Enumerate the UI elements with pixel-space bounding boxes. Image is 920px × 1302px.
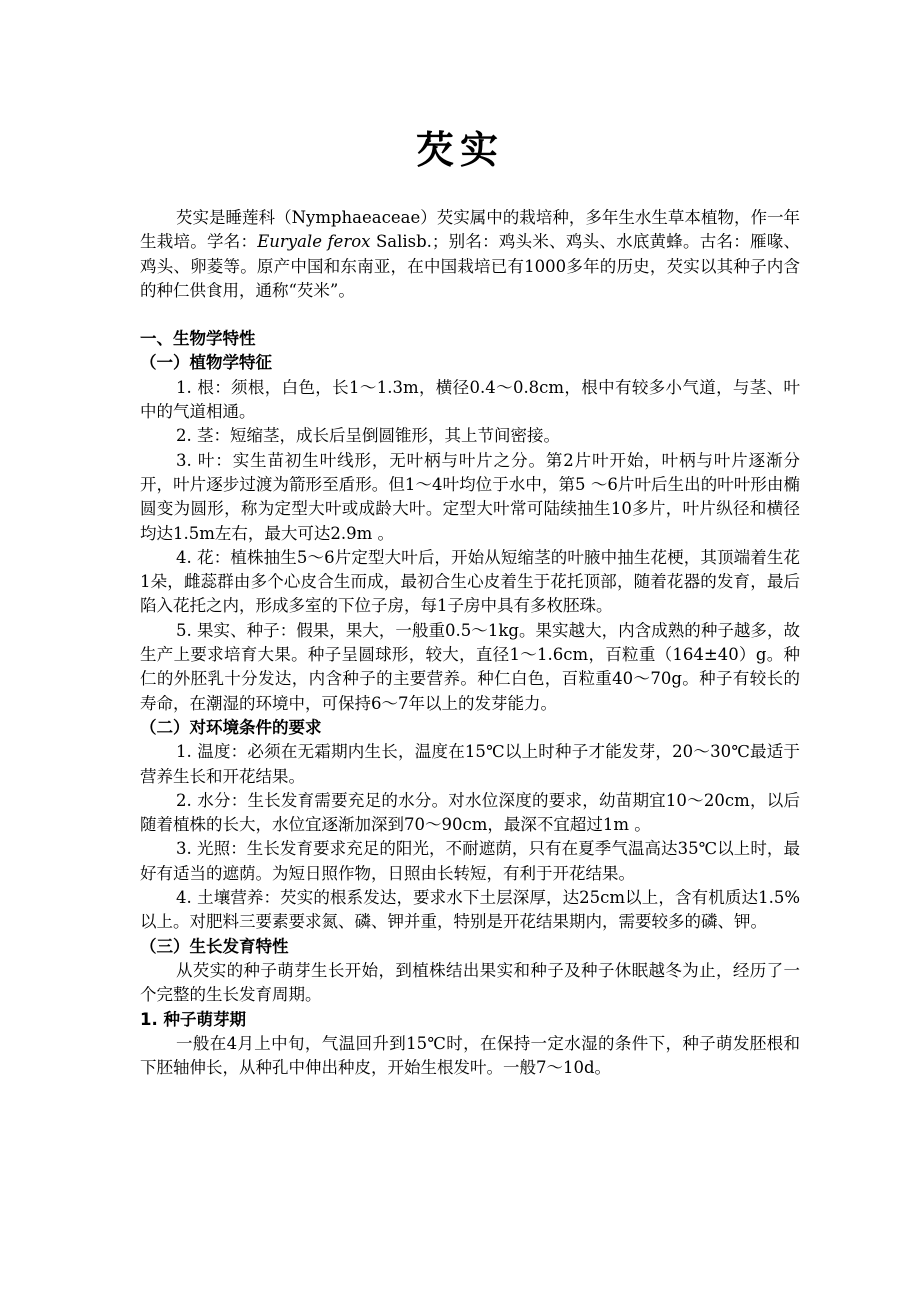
scientific-name: Euryale ferox [257,232,371,252]
subsection-heading-botany: （一）植物学特征 [140,353,272,373]
list-item-leaf: 3. 叶：实生苗初生叶线形，无叶柄与叶片之分。第2片叶开始，叶柄与叶片逐渐分开，叶片逐步过渡为箭形至盾形。但1～4叶均位于水中，第5 ～6片叶后生出的叶叶形由椭圆变为圆形，称为定型大叶或成龄大叶。定型大叶常可陆续抽生10多片，叶片纵径和横径均达1.5m左右，最大可达2.9m 。 [140,450,800,543]
intro-text-2: Salisb.；别名：鸡头米、鸡头、水底黄蜂。古名：雁喙、鸡头、卵菱等。原产中国和东南亚，在中国栽培已有1000多年的历史，芡实以其种子内含的种仁供食用，通称“芡米”。 [140,232,800,300]
list-item-water: 2. 水分：生长发育需要充足的水分。对水位深度的要求，幼苗期宜10～20cm，以后随着植株的长大，水位宜逐渐加深到70～90cm，最深不宜超过1m 。 [140,790,800,835]
document-body [140,206,800,1080]
document-title: 芡实 [415,128,504,172]
list-item-root: 1. 根：须根，白色，长1～1.3m，横径0.4～0.8cm，根中有较多小气道，与茎、叶中的气道相通。 [140,377,800,422]
subsection-heading-growth: （三）生长发育特性 [140,936,289,956]
section-heading-biology: 一、生物学特性 [140,329,256,349]
list-item-temperature: 1. 温度：必须在无霜期内生长，温度在15℃以上时种子才能发芽，20～30℃最适于营养生长和开花结果。 [140,742,800,786]
subsection-heading-environment: （二）对环境条件的要求 [140,717,322,737]
growth-intro-paragraph: 从芡实的种子萌芽生长开始，到植株结出果实和种子及种子休眠越冬为止，经历了一个完整的生长发育周期。 [140,960,800,1005]
germination-paragraph: 一般在4月上中旬，气温回升到15℃时，在保持一定水湿的条件下，种子萌发胚根和下胚轴伸长，从种孔中伸出种皮，开始生根发叶。一般7～10d。 [140,1033,800,1078]
list-item-flower: 4. 花：植株抽生5～6片定型大叶后，开始从短缩茎的叶腋中抽生花梗，其顶端着生花1朵，雌蕊群由多个心皮合生而成，最初合生心皮着生于花托顶部，随着花器的发育，最后陷入花托之内，形成多室的下位子房，每1子房中具有多枚胚珠。 [140,547,800,616]
intro-text-1: 芡实是睡莲科（Nymphaeaceae）芡实属中的栽培种，多年生水生草本植物，作一年生栽培。学名： [140,208,800,252]
stage-heading-germination: 1. 种子萌芽期 [140,1009,246,1029]
list-item-soil: 4. 土壤营养：芡实的根系发达，要求水下土层深厚，达25cm以上，含有机质达1.5%以上。对肥料三要素要求氮、磷、钾并重，特别是开花结果期内，需要较多的磷、钾。 [140,888,800,932]
intro-paragraph [140,206,800,303]
list-item-light: 3. 光照：生长发育要求充足的阳光，不耐遮荫，只有在夏季气温高达35℃以上时，最好有适当的遮荫。为短日照作物，日照由长转短，有利于开花结果。 [140,839,800,883]
list-item-stem: 2. 茎：短缩茎，成长后呈倒圆锥形，其上节间密接。 [176,426,560,446]
list-item-fruit-seed: 5. 果实、种子：假果，果大，一般重0.5～1kg。果实越大，内含成熟的种子越多，故生产上要求培育大果。种子呈圆球形，较大，直径1～1.6cm，百粒重（164±40）g。种仁的外胚乳十分发达，内含种子的主要营养。种仁白色，百粒重40～70g。种子有较长的寿命，在潮湿的环境中，可保持6～7年以上的发芽能力。 [140,620,800,713]
